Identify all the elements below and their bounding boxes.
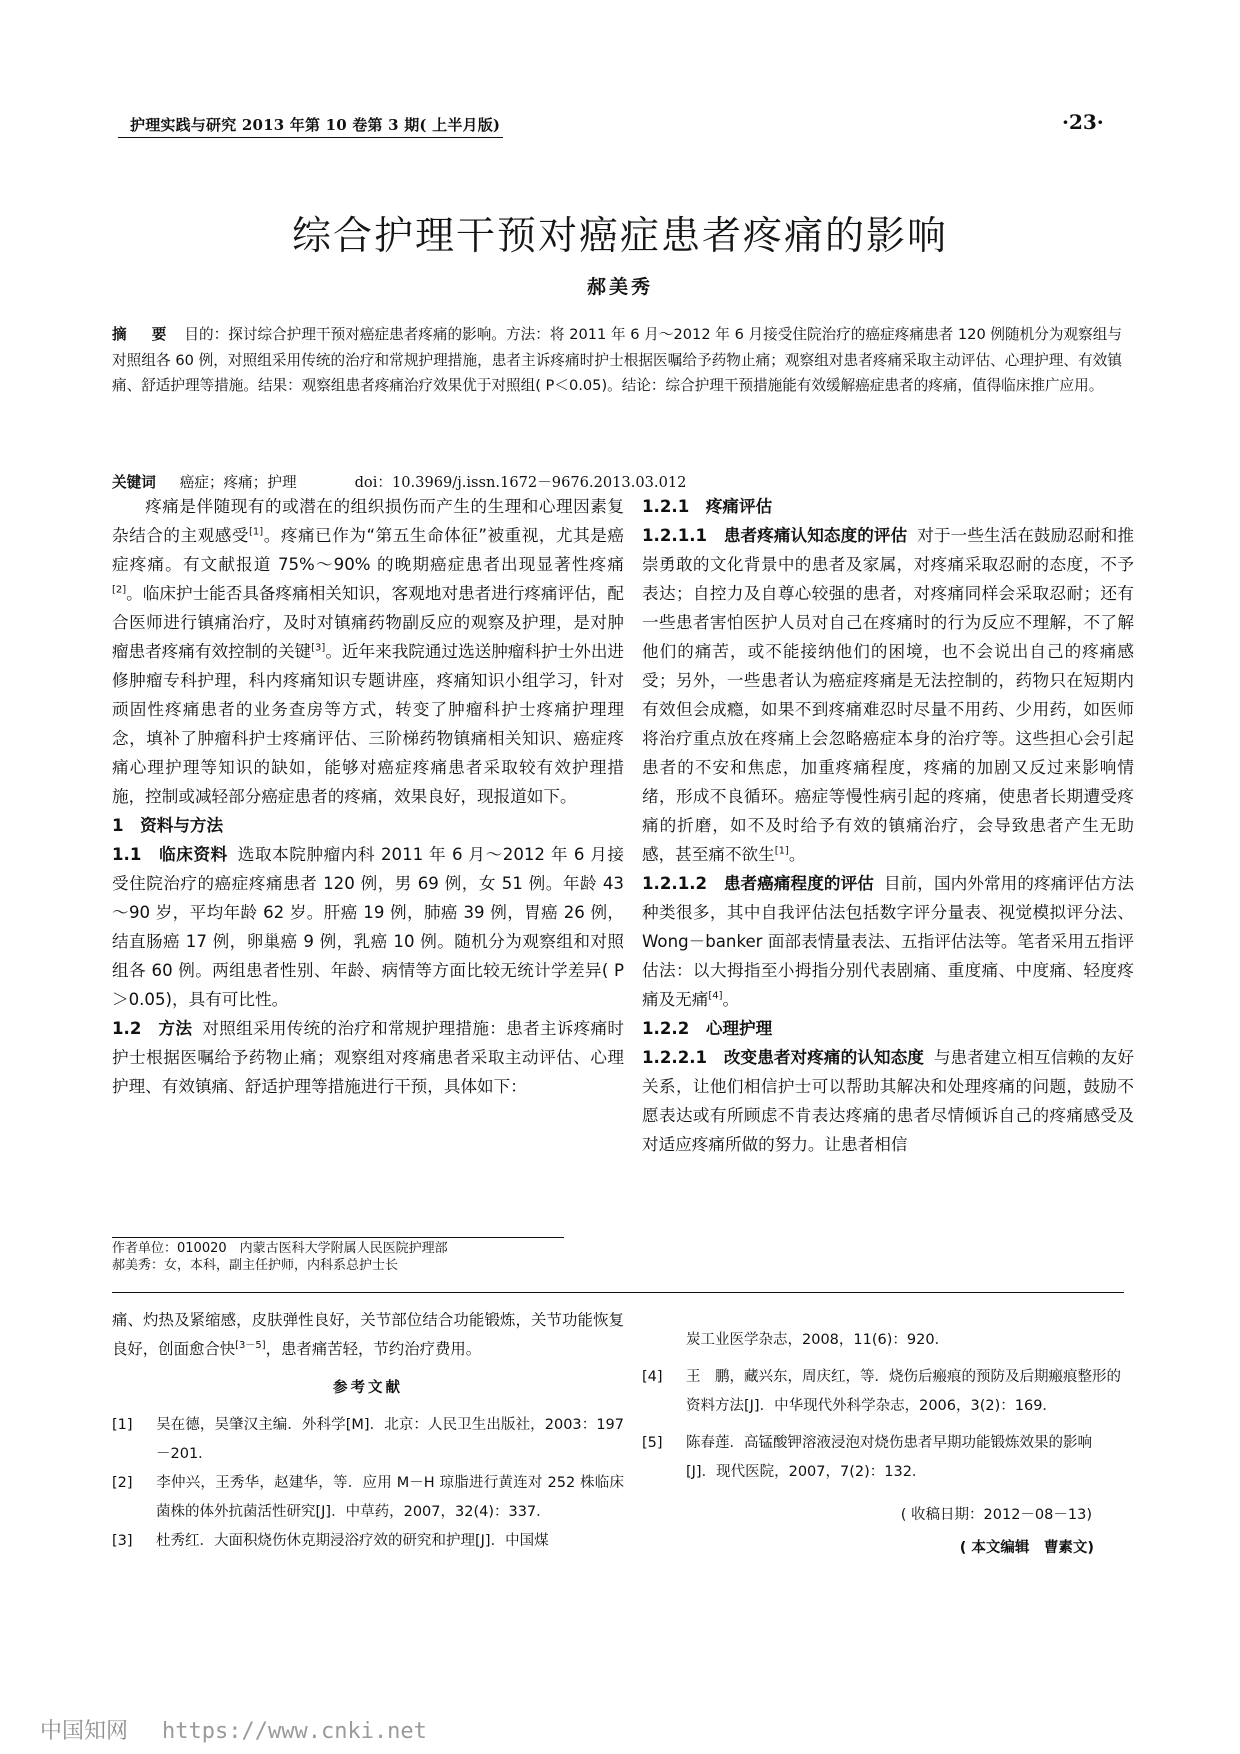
- reference-item: [112, 1527, 624, 1556]
- lower-right-column: [642, 1326, 1122, 1563]
- abstract-text: 目的：探讨综合护理干预对癌症患者疼痛的影响。方法：将 2011 年 6 月～2012 年 6 月接受住院治疗的癌症疼痛患者 120 例随机分为观察组与对照组各 60 例，对照组采用传统的治疗和常规护理措施，患者主诉疼痛时护士根据医嘱给予药物止痛；观察组对患者疼痛采取主动评估、心理护理、有效镇痛、舒适护理等措施。结果：观察组患者疼痛治疗效果优于对照组( P＜0.05)。结论：综合护理干预措施能有效缓解癌症患者的疼痛，值得临床推广应用。: [112, 326, 1122, 394]
- section-1-1: [112, 840, 624, 1014]
- references-heading: 参考文献: [333, 1380, 403, 1396]
- article-author: 郝美秀: [586, 276, 653, 298]
- abstract: [112, 322, 1122, 399]
- citation: [1]: [249, 526, 264, 538]
- doi-text: doi：10.3969/j.issn.1672－9676.2013.03.012: [354, 474, 687, 491]
- page-divider: [112, 1292, 1124, 1293]
- section-1-2-1-2-heading: 1.2.1.2 患者癌痛程度的评估: [642, 874, 874, 893]
- section-1-2-heading: 1.2 方法: [112, 1019, 193, 1038]
- reference-text: 吴在德，吴肇汉主编．外科学[M]．北京：人民卫生出版社，2003：197－201．: [156, 1417, 624, 1462]
- reference-number: [2]: [112, 1475, 133, 1491]
- abstract-label: 摘 要: [112, 326, 177, 343]
- left-column: [112, 492, 624, 1101]
- section-1-2-1-1-text: 对于一些生活在鼓励忍耐和推崇勇敢的文化背景中的患者及家属，对疼痛采取忍耐的态度，不予表达；自控力及自尊心较强的患者，对疼痛同样会采取忍耐；还有一些患者害怕医护人员对自己在疼痛时的行为反应不理解，不了解他们的痛苦，或不能接纳他们的困境，也不会说出自己的疼痛感受；另外，一些患者认为癌症疼痛是无法控制的，药物只在短期内有效但会成瘾，如果不到疼痛难忍时尽量不用药、少用药，如医师将治疗重点放在疼痛上会忽略癌症本身的治疗等。这些担心会引起患者的不安和焦虑，加重疼痛程度，疼痛的加剧又反过来影响情绪，形成不良循环。癌症等慢性病引起的疼痛，使患者长期遭受疼痛的折磨，如不及时给予有效的镇痛治疗，会导致患者产生无助感，甚至痛不欲生: [642, 526, 1134, 864]
- reference-item: [112, 1411, 624, 1469]
- intro-text-3: 。临床护士能否具备疼痛相关知识，客观地对患者进行疼痛评估，配合医师进行镇痛治疗，及时对镇痛药物副反应的观察及护理，是对肿瘤患者疼痛有效控制的关键: [112, 584, 624, 661]
- citation: [1]: [774, 845, 789, 857]
- cnki-logo-text: 中国知网: [40, 1719, 129, 1744]
- section-1-2-2-1-heading: 1.2.2.1 改变患者对疼痛的认知态度: [642, 1048, 924, 1067]
- reference-number: [5]: [642, 1435, 663, 1451]
- continued-paragraph: [112, 1306, 624, 1364]
- author-bio: 郝美秀：女，本科，副主任护师，内科系总护士长: [112, 1258, 399, 1273]
- article-title: 综合护理干预对癌症患者疼痛的影响: [291, 214, 948, 259]
- citation: [2]: [112, 584, 127, 596]
- keywords-text: 癌症；疼痛；护理: [179, 474, 297, 491]
- continued-text-2: ，患者痛苦轻，节约治疗费用。: [265, 1340, 482, 1358]
- section-heading-1: 1 资料与方法: [112, 816, 224, 835]
- reference-number: [1]: [112, 1417, 133, 1433]
- reference-item: [642, 1429, 1122, 1487]
- section-heading-1-2-2: 1.2.2 心理护理: [642, 1019, 773, 1038]
- reference-item: [642, 1363, 1122, 1421]
- page-number: ·23·: [1062, 110, 1104, 134]
- section-1-2-2-1: [642, 1043, 1134, 1159]
- cnki-watermark: [40, 1714, 427, 1745]
- editor-note: ( 本文编辑 曹素文): [959, 1540, 1094, 1556]
- reference-number: [3]: [112, 1533, 133, 1549]
- section-1-2-1-1-heading: 1.2.1.1 患者疼痛认知态度的评估: [642, 526, 908, 545]
- author-unit: 作者单位：010020 内蒙古医科大学附属人民医院护理部: [112, 1241, 448, 1256]
- author-footnote: [112, 1237, 564, 1274]
- reference-text: 王 鹏，藏兴东，周庆红，等．烧伤后瘢痕的预防及后期瘢痕整形的资料方法[J]．中华现代外科学杂志，2006，3(2)：169．: [686, 1369, 1121, 1414]
- section-heading-1-2-1: 1.2.1 疼痛评估: [642, 497, 773, 516]
- continued-text: 痛、灼热及紧缩感，皮肤弹性良好，关节部位结合功能锻炼，关节功能恢复良好，创面愈合快: [112, 1311, 624, 1358]
- section-1-2: [112, 1014, 624, 1101]
- citation: [3]: [311, 642, 326, 654]
- intro-text-1: 疼痛是伴随现有的或潜在的组织损伤而产生的生理和心理因素复杂结合的主观感受: [112, 497, 624, 545]
- cnki-url: https://www.cnki.net: [162, 1719, 427, 1744]
- section-1-2-1-2-text: 目前，国内外常用的疼痛评估方法种类很多，其中自我评估法包括数字评分量表、视觉模拟评分法、Wong－banker 面部表情量表法、五指评估法等。笔者采用五指评估法：以大拇指至小拇指分别代表剧痛、重度痛、中度痛、轻度疼痛及无痛: [642, 874, 1134, 1009]
- reference-text: 李仲兴，王秀华，赵建华，等．应用 M－H 琼脂进行黄连对 252 株临床菌株的体外抗菌活性研究[J]．中草药，2007，32(4)：337．: [156, 1475, 624, 1520]
- section-1-2-2-1-text: 与患者建立相互信赖的友好关系，让他们相信护士可以帮助其解决和处理疼痛的问题，鼓励不愿表达或有所顾虑不肯表达疼痛的患者尽情倾诉自己的疼痛感受及对适应疼痛所做的努力。让患者相信: [642, 1048, 1134, 1154]
- citation: [3－5]: [235, 1339, 266, 1351]
- citation: [4]: [708, 990, 723, 1002]
- reference-continuation: 炭工业医学杂志，2008，11(6)：920．: [686, 1332, 950, 1348]
- lower-left-column: [112, 1306, 624, 1556]
- section-1-1-text: 选取本院肿瘤内科 2011 年 6 月～2012 年 6 月接受住院治疗的癌症疼痛患者 120 例，男 69 例，女 51 例。年龄 43～90 岁，平均年龄 62 岁。肝癌 19 例，肺癌 39 例，胃癌 26 例，结直肠癌 17 例，卵巢癌 9 例，乳癌 10 例。随机分为观察组和对照组各 60 例。两组患者性别、年龄、病情等方面比较无统计学差异( P＞0.05)，具有可比性。: [112, 845, 624, 1009]
- right-column: [642, 492, 1134, 1159]
- intro-text-2: 。疼痛已作为“第五生命体征”被重视，尤其是癌症疼痛。有文献报道 75%～90% 的晚期癌症患者出现显著性疼痛: [112, 526, 625, 574]
- reference-text: 杜秀红．大面积烧伤休克期浸浴疗效的研究和护理[J]．中国煤: [156, 1533, 549, 1549]
- reference-item: [112, 1469, 624, 1527]
- journal-running-header: 护理实践与研究 2013 年第 10 卷第 3 期( 上半月版): [118, 114, 503, 138]
- intro-paragraph: [112, 492, 624, 811]
- keywords: [112, 471, 1122, 492]
- reference-text: 陈春莲．高锰酸钾溶液浸泡对烧伤患者早期功能锻炼效果的影响[J]．现代医院，2007，7(2)：132．: [686, 1435, 1092, 1480]
- intro-text-4: 。近年来我院通过选送肿瘤科护士外出进修肿瘤专科护理，科内疼痛知识专题讲座，疼痛知识小组学习，针对顽固性疼痛患者的业务查房等方式，转变了肿瘤科护士疼痛护理理念，填补了肿瘤科护士疼痛评估、三阶梯药物镇痛相关知识、癌症疼痛心理护理等知识的缺如，能够对癌症疼痛患者采取较有效护理措施，控制或减轻部分癌症患者的疼痛，效果良好，现报道如下。: [112, 642, 625, 806]
- section-1-2-text: 对照组采用传统的治疗和常规护理措施：患者主诉疼痛时护士根据医嘱给予药物止痛；观察组对疼痛患者采取主动评估、心理护理、有效镇痛、舒适护理等措施进行干预，具体如下：: [112, 1019, 625, 1096]
- received-date: ( 收稿日期：2012－08－13): [900, 1507, 1092, 1523]
- section-1-1-heading: 1.1 临床资料: [112, 845, 228, 864]
- section-1-2-1-1: 1.2.1.1 患者疼痛认知态度的评估 对于一些生活在鼓励忍耐和推崇勇敢的文化背景中的患者及家属，对疼痛采取忍耐的态度，不予表达；自控力及自尊心较强的患者，对疼痛同样会采取忍耐；还有一些患者害怕医护人员对自己在疼痛时的行为反应不理解，不了解他们的痛苦，或不能接纳他们的困境，也不会说出自己的疼痛感受；另外，一些患者认为癌症疼痛是无法控制的，药物只在短期内有效但会成瘾，如果不到疼痛难忍时尽量不用药、少用药，如医师将治疗重点放在疼痛上会忽略癌症本身的治疗等。这些担心会引起患者的不安和焦虑，加重疼痛程度，疼痛的加剧又反过来影响情绪，形成不良循环。癌症等慢性病引起的疼痛，使患者长期遭受疼痛的折磨，如不及时给予有效的镇痛治疗，会导致患者产生无助感，甚至痛不欲生[1]。: [642, 526, 1134, 864]
- reference-number: [4]: [642, 1369, 663, 1385]
- section-1-2-1-2: 1.2.1.2 患者癌痛程度的评估 目前，国内外常用的疼痛评估方法种类很多，其中自我评估法包括数字评分量表、视觉模拟评分法、Wong－banker 面部表情量表法、五指评估法等。笔者采用五指评估法：以大拇指至小拇指分别代表剧痛、重度痛、中度痛、轻度疼痛及无痛[4]。: [642, 874, 1134, 1009]
- keywords-label: 关键词: [112, 474, 156, 491]
